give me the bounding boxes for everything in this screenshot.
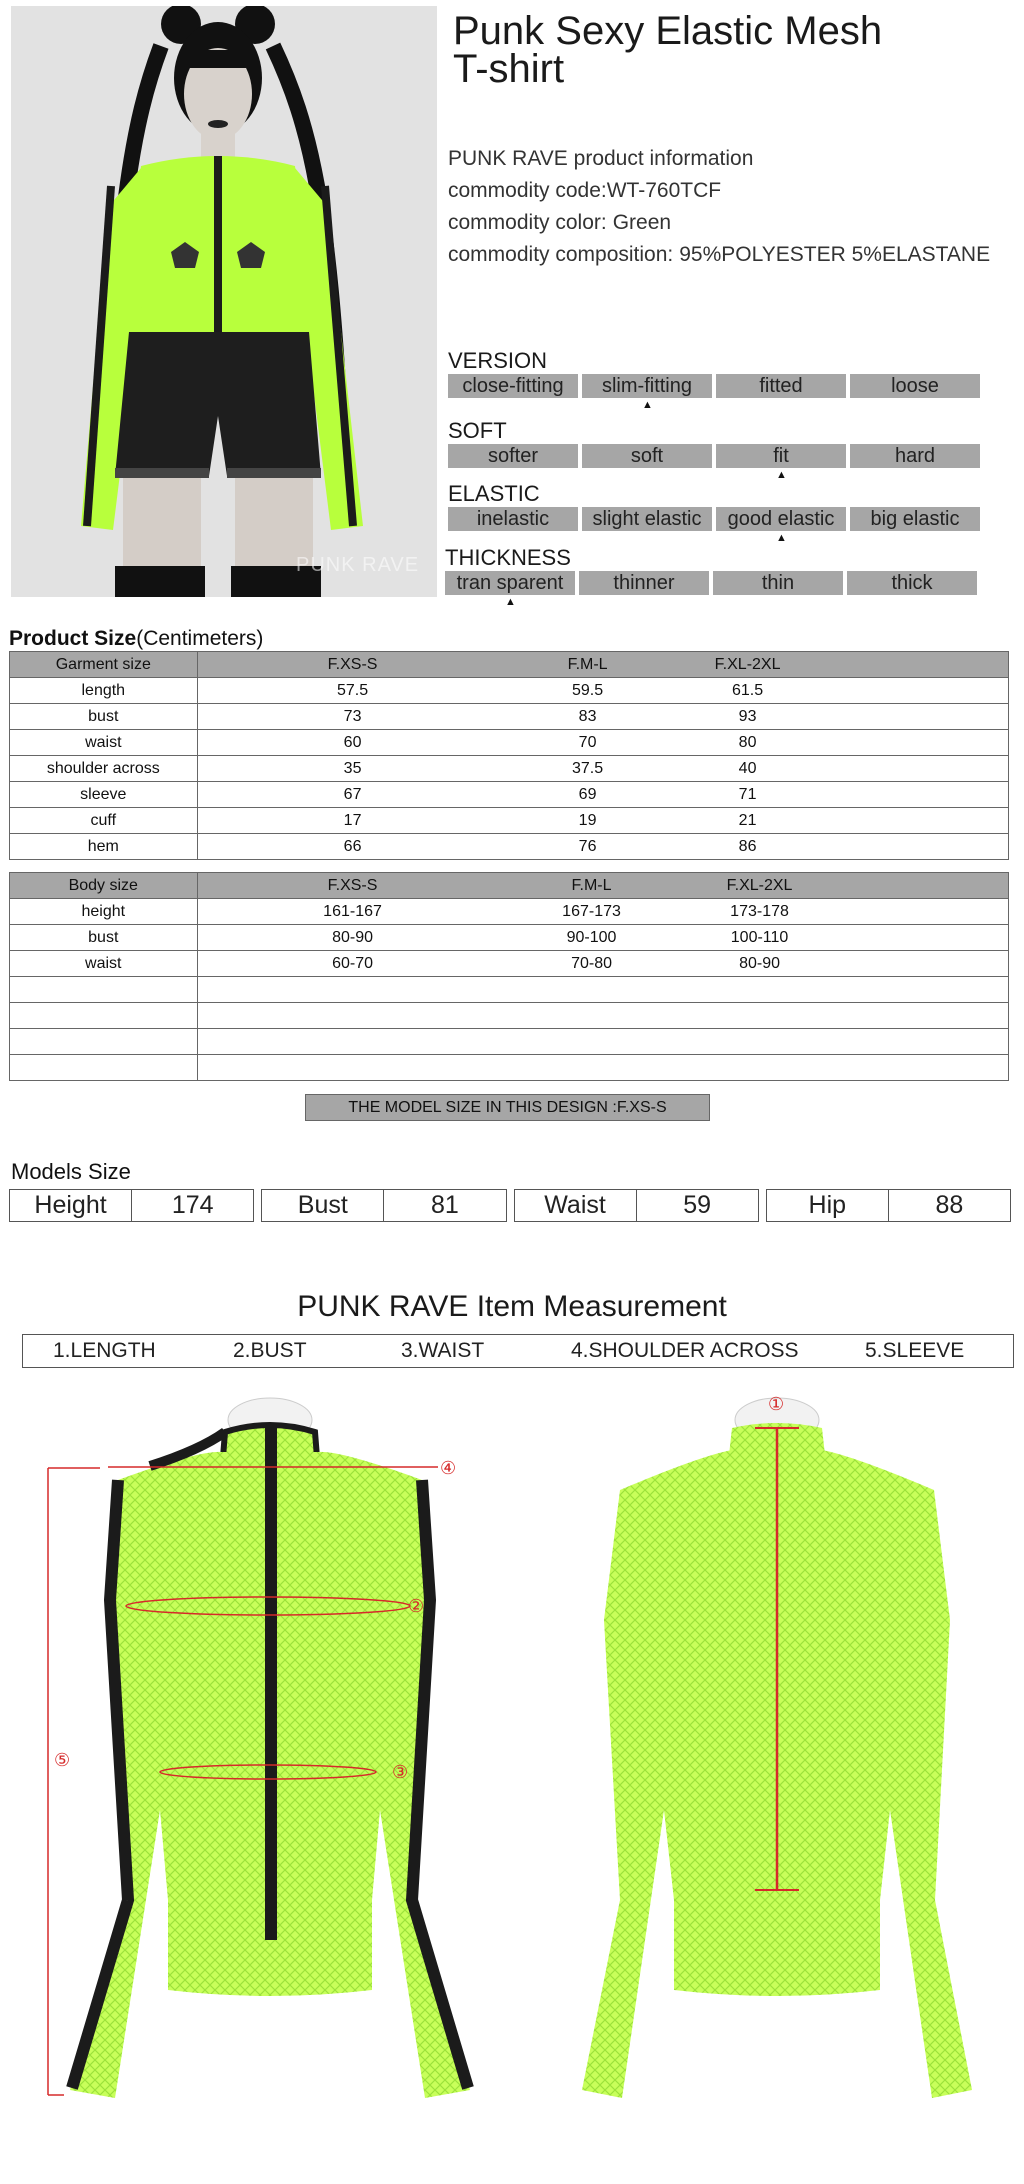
models-size-pair	[514, 1189, 759, 1222]
product-info	[448, 143, 990, 271]
soft-option: hard	[850, 444, 980, 468]
table-row	[10, 925, 1009, 951]
header-cell: F.XL-2XL	[714, 655, 781, 673]
cell: 70	[578, 733, 597, 751]
version-option: slim-fitting	[582, 374, 712, 398]
cell: 80-90	[739, 954, 780, 972]
thickness-option: thinner	[579, 571, 709, 595]
row-label: bust	[10, 704, 198, 730]
row-label: height	[10, 899, 198, 925]
product-size-title	[9, 627, 263, 651]
cell: 60	[343, 733, 362, 751]
table-row-empty	[10, 1055, 1009, 1081]
photo-watermark: PUNK RAVE	[296, 554, 420, 576]
header-cell: F.M-L	[571, 876, 612, 894]
measurement-item: 1.LENGTH	[53, 1339, 156, 1362]
cell: 90-100	[566, 928, 617, 946]
cell: 71	[738, 785, 757, 803]
measurement-item: 3.WAIST	[401, 1339, 485, 1362]
cell: 57.5	[337, 681, 369, 699]
product-title-line-1: Punk Sexy Elastic Mesh	[453, 9, 883, 53]
measurement-list	[22, 1334, 1014, 1368]
cell: 69	[578, 785, 597, 803]
header-cell: F.XS-S	[327, 876, 378, 894]
cell: 76	[578, 837, 597, 855]
measurement-title: PUNK RAVE Item Measurement	[297, 1290, 727, 1323]
models-size-label: Hip	[808, 1191, 847, 1219]
soft-selected-marker: ▲	[776, 469, 787, 481]
cell: 100-110	[730, 928, 789, 946]
row-label: cuff	[10, 808, 198, 834]
soft-option: softer	[448, 444, 578, 468]
row-label: sleeve	[10, 782, 198, 808]
models-size-value: 81	[383, 1190, 505, 1221]
composition-label: commodity composition:	[448, 243, 674, 266]
row-label: length	[10, 678, 198, 704]
composition-value: 95%POLYESTER 5%ELASTANE	[679, 243, 991, 266]
cell: 70-80	[571, 954, 612, 972]
table-row-empty	[10, 1003, 1009, 1029]
elastic-label: ELASTIC	[448, 481, 540, 506]
cell: 66	[343, 837, 362, 855]
table-row	[10, 704, 1009, 730]
header-cell: F.XS-S	[327, 655, 378, 673]
cell: 37.5	[572, 759, 604, 777]
models-size-row	[9, 1189, 1011, 1222]
elastic-option: inelastic	[448, 507, 578, 531]
version-option: fitted	[716, 374, 846, 398]
info-code-row	[448, 175, 990, 207]
cell: 80	[738, 733, 757, 751]
cell: 173-178	[730, 902, 789, 920]
models-size-label: Height	[34, 1191, 107, 1219]
measurement-item: 4.SHOULDER ACROSS	[571, 1339, 799, 1362]
models-size-pair	[261, 1189, 506, 1222]
elastic-scale	[448, 481, 980, 545]
info-color-row	[448, 207, 990, 239]
soft-option: fit	[716, 444, 846, 468]
elastic-option: good elastic	[716, 507, 846, 531]
version-label: VERSION	[448, 348, 548, 373]
thickness-option: thin	[713, 571, 843, 595]
cell: 61.5	[732, 681, 764, 699]
models-size-pair	[9, 1189, 254, 1222]
soft-scale	[448, 418, 980, 482]
thickness-selected-marker: ▲	[505, 596, 516, 608]
model-photo	[11, 6, 437, 597]
marker-sleeve: ⑤	[54, 1750, 71, 1771]
models-size-pair	[766, 1189, 1011, 1222]
models-size-value: 174	[131, 1190, 253, 1221]
code-value: WT-760TCF	[606, 179, 722, 202]
cell: 86	[738, 837, 757, 855]
row-label: shoulder across	[10, 756, 198, 782]
body-size-table	[9, 872, 1009, 1081]
table-row	[10, 951, 1009, 977]
row-label: hem	[10, 834, 198, 860]
thickness-label: THICKNESS	[445, 545, 571, 570]
row-label: bust	[10, 925, 198, 951]
table-row	[10, 756, 1009, 782]
models-size-value: 88	[888, 1190, 1010, 1221]
info-heading: PUNK RAVE product information	[448, 147, 754, 170]
model-design-note: THE MODEL SIZE IN THIS DESIGN :F.XS-S	[305, 1094, 710, 1121]
cell: 93	[738, 707, 757, 725]
cell: 59.5	[572, 681, 604, 699]
product-title-line-2: T-shirt	[453, 47, 565, 91]
measurement-item: 5.SLEEVE	[865, 1339, 965, 1362]
cell: 161-167	[323, 902, 382, 920]
header-cell: F.M-L	[567, 655, 608, 673]
cell: 40	[738, 759, 757, 777]
table-row	[10, 782, 1009, 808]
back-garment	[582, 1394, 972, 2098]
models-size-label: Bust	[297, 1191, 348, 1219]
header-cell: Body size	[10, 873, 198, 899]
color-label: commodity color:	[448, 211, 607, 234]
garment-diagrams	[0, 1380, 1024, 2100]
table-row-empty	[10, 1029, 1009, 1055]
marker-shoulder: ④	[440, 1458, 457, 1479]
header-cell: Garment size	[10, 652, 198, 678]
cell: 73	[343, 707, 362, 725]
model-illustration	[11, 6, 437, 597]
elastic-option: big elastic	[850, 507, 980, 531]
table-row-empty	[10, 977, 1009, 1003]
body-size-header	[10, 873, 1009, 899]
version-option: loose	[850, 374, 980, 398]
soft-option: soft	[582, 444, 712, 468]
models-size-title: Models Size	[11, 1159, 131, 1184]
table-row	[10, 899, 1009, 925]
table-row	[10, 834, 1009, 860]
table-row	[10, 678, 1009, 704]
color-value: Green	[612, 211, 672, 234]
marker-bust: ②	[408, 1596, 425, 1617]
product-size-title-bold: Product Size	[9, 627, 137, 650]
garment-size-table	[9, 651, 1009, 860]
models-size-label: Waist	[544, 1191, 606, 1219]
version-option: close-fitting	[448, 374, 578, 398]
info-composition-row	[448, 239, 990, 271]
cell: 67	[343, 785, 362, 803]
product-title	[453, 9, 1013, 91]
table-row	[10, 808, 1009, 834]
cell: 17	[343, 811, 362, 829]
cell: 19	[578, 811, 597, 829]
cell: 21	[738, 811, 757, 829]
elastic-option: slight elastic	[582, 507, 712, 531]
code-label: commodity code:	[448, 179, 607, 202]
thickness-scale	[445, 545, 977, 609]
thickness-option: tran sparent	[445, 571, 575, 595]
marker-waist: ③	[392, 1762, 409, 1783]
measurement-item: 2.BUST	[233, 1339, 307, 1362]
version-selected-marker: ▲	[642, 399, 653, 411]
cell: 35	[343, 759, 362, 777]
elastic-selected-marker: ▲	[776, 532, 787, 544]
header-cell: F.XL-2XL	[726, 876, 793, 894]
cell: 80-90	[332, 928, 373, 946]
marker-length: ①	[768, 1394, 785, 1415]
soft-label: SOFT	[448, 418, 507, 443]
table-row	[10, 730, 1009, 756]
front-garment	[48, 1398, 470, 2098]
row-label: waist	[10, 730, 198, 756]
cell: 167-173	[562, 902, 621, 920]
thickness-option: thick	[847, 571, 977, 595]
models-size-value: 59	[636, 1190, 758, 1221]
cell: 83	[578, 707, 597, 725]
garment-size-header	[10, 652, 1009, 678]
row-label: waist	[10, 951, 198, 977]
product-size-title-unit: (Centimeters)	[136, 627, 264, 650]
version-scale	[448, 348, 980, 412]
cell: 60-70	[332, 954, 373, 972]
